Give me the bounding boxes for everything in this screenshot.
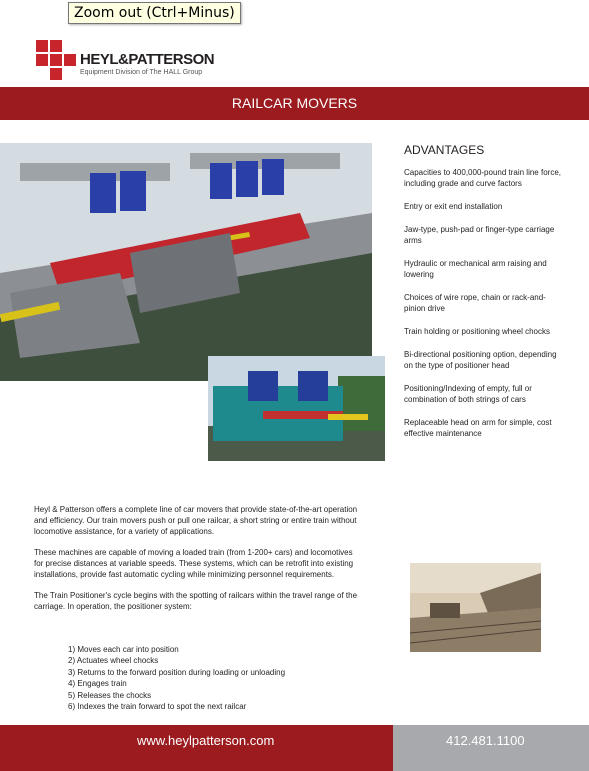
paragraph: Heyl & Patterson offers a complete line of car movers that provide state-of-the-art operation and efficiency. Our train movers push or pull one railcar, a short string or entire train without locomotive assistance, for a variety of applications.: [34, 505, 358, 536]
list-item: Hydraulic or mechanical arm raising and lowering: [404, 259, 547, 279]
list-item: Bi-directional positioning option, depending on the type of positioner head: [404, 350, 557, 370]
installed-railcar-mover-photo: [208, 356, 385, 461]
logo-mark-icon: [36, 40, 76, 82]
list-item: Positioning/Indexing of empty, full or combination of both strings of cars: [404, 384, 532, 404]
list-item: 4) Engages train: [68, 679, 127, 689]
list-item: 3) Returns to the forward position during loading or unloading: [68, 667, 286, 677]
list-item: Replaceable head on arm for simple, cost effective maintenance: [404, 418, 552, 438]
list-item: 6) Indexes the train forward to spot the next railcar: [68, 702, 247, 712]
list-item: Choices of wire rope, chain or rack-and-pinion drive: [404, 293, 546, 313]
list-item: 2) Actuates wheel chocks: [68, 656, 159, 666]
list-item: Capacities to 400,000-pound train line force, including grade and curve factors: [404, 168, 561, 188]
list-item: Train holding or positioning wheel chocks: [404, 327, 551, 336]
historic-rail-yard-photo: [410, 563, 541, 652]
railcar-mover-render-image: [0, 143, 372, 381]
list-item: Entry or exit end installation: [404, 202, 503, 211]
advantages-heading: ADVANTAGES: [404, 143, 485, 157]
zoom-tooltip: Zoom out (Ctrl+Minus): [68, 2, 241, 24]
list-item: 5) Releases the chocks: [68, 690, 152, 700]
list-item: 1) Moves each car into position: [68, 645, 179, 654]
paragraph: The Train Positioner's cycle begins with the spotting of railcars within the travel range of the carriage. In operation, the positioner system:: [34, 591, 358, 611]
logo-subtitle: Equipment Division of The HALL Group: [80, 69, 203, 76]
advantages-list: [404, 167, 564, 451]
description-body: [34, 504, 364, 622]
phone-number: 412.481.1100: [446, 733, 525, 748]
logo-wordmark: HEYL&PATTERSON: [80, 51, 215, 68]
page-title-banner: RAILCAR MOVERS: [0, 87, 589, 120]
paragraph: These machines are capable of moving a loaded train (from 1-200+ cars) and locomotives for precise distances at variable speeds. These systems, which can be retrofit into existing installations, provide fast automatic cycling while minimizing personnel requirements.: [34, 548, 354, 579]
positioner-steps-list: [68, 644, 285, 712]
company-logo[interactable]: [36, 40, 216, 82]
website-link[interactable]: www.heylpatterson.com: [137, 733, 275, 748]
footer-url-bar: [0, 725, 393, 771]
list-item: Jaw-type, push-pad or finger-type carriage arms: [404, 225, 555, 245]
footer-phone-bar: [393, 725, 589, 771]
